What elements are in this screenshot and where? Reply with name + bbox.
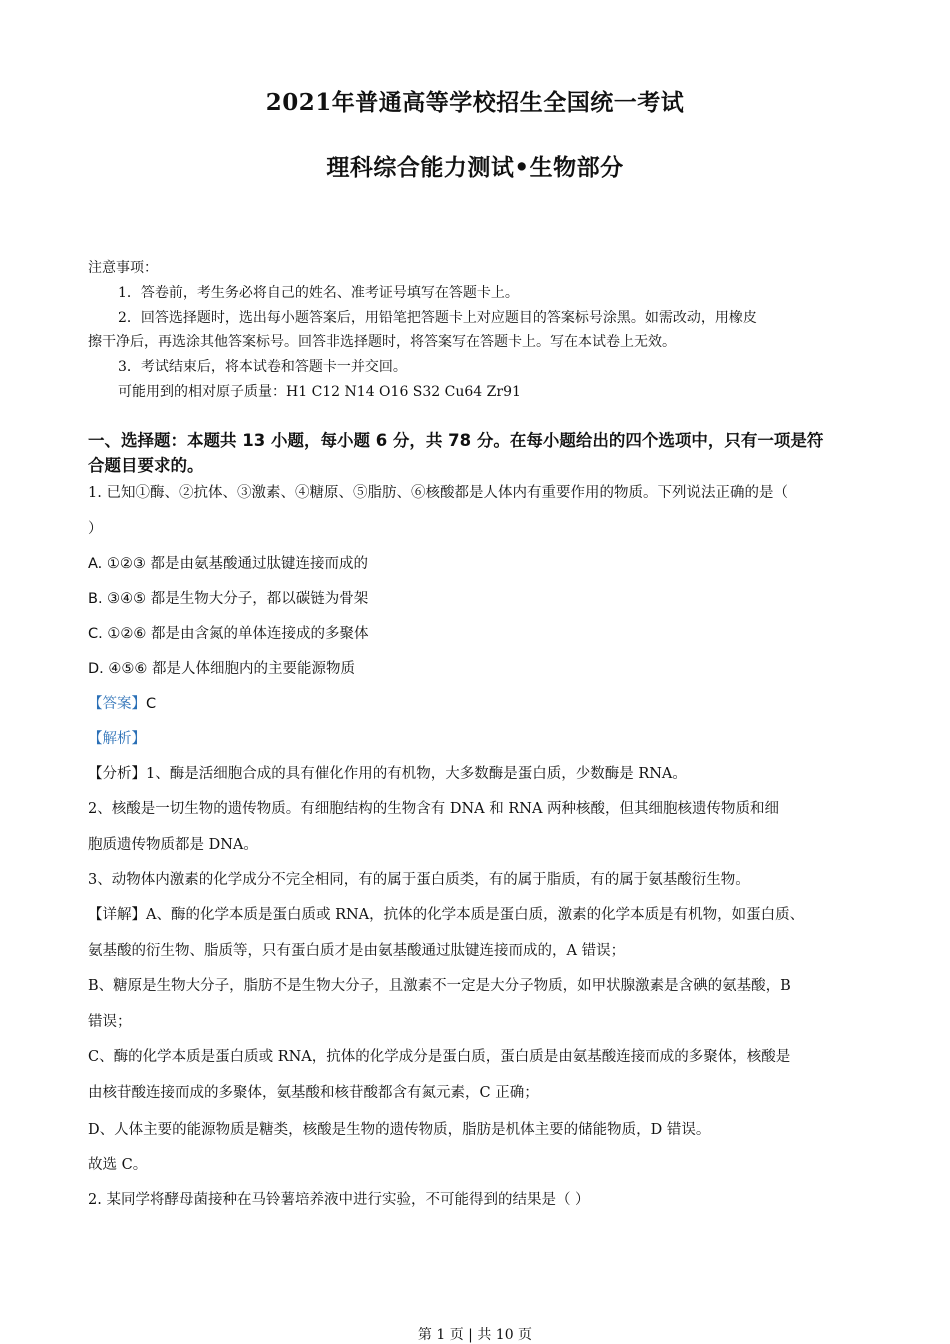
- analysis-line: 【分析】1、酶是活细胞合成的具有催化作用的有机物，大多数酶是蛋白质，少数酶是 RNA。: [88, 766, 687, 782]
- section-heading: [88, 428, 868, 478]
- option-b: [88, 587, 864, 608]
- option-text: ①②⑥ 都是由含氮的单体连接成的多聚体: [102, 626, 369, 642]
- section-heading-line: 一、选择题：本题共 13 小题，每小题 6 分，共 78 分。在每小题给出的四个选项中，只有一项是符: [88, 431, 824, 450]
- option-text: ①②③ 都是由氨基酸通过肽键连接而成的: [102, 556, 368, 572]
- analysis-line: 由核苷酸连接而成的多聚体，氨基酸和核苷酸都含有氮元素，C 正确；: [88, 1085, 539, 1101]
- option-letter: D.: [88, 661, 104, 677]
- atomic-mass-note: 可能用到的相对原子质量：H1 C12 N14 O16 S32 Cu64 Zr91: [118, 384, 521, 400]
- analysis-line: 2、核酸是一切生物的遗传物质。有细胞结构的生物含有 DNA 和 RNA 两种核酸，但其细胞核遗传物质和细: [88, 801, 780, 817]
- analysis-line: B、糖原是生物大分子，脂肪不是生物大分子，且激素不一定是大分子物质，如甲状腺激素是含碘的氨基酸，B: [88, 978, 791, 994]
- answer-value: C: [146, 696, 157, 712]
- option-d: [88, 657, 864, 678]
- section-heading-line: 合题目要求的。: [88, 456, 204, 475]
- analysis-line: C、酶的化学本质是蛋白质或 RNA，抗体的化学成分是蛋白质，蛋白质是由氨基酸连接而成的多聚体，核酸是: [88, 1049, 791, 1065]
- analysis-line: 氨基酸的衍生物、脂质等，只有蛋白质才是由氨基酸通过肽键连接而成的，A 错误；: [88, 943, 626, 959]
- exam-subtitle: 理科综合能力测试•生物部分: [326, 154, 624, 181]
- analysis-line: 错误；: [88, 1014, 132, 1030]
- analysis-line: 胞质遗传物质都是 DNA。: [88, 837, 258, 853]
- analysis-line: 故选 C。: [88, 1157, 148, 1173]
- option-letter: A.: [88, 556, 103, 572]
- option-a: [88, 552, 864, 573]
- notice-heading: 注意事项：: [88, 260, 158, 276]
- question-2-stem: 2. 某同学将酵母菌接种在马铃薯培养液中进行实验，不可能得到的结果是（ ）: [88, 1192, 590, 1208]
- option-letter: B.: [88, 591, 103, 607]
- option-text: ④⑤⑥ 都是人体细胞内的主要能源物质: [103, 661, 355, 677]
- analysis-line: D、人体主要的能源物质是糖类，核酸是生物的遗传物质，脂肪是机体主要的储能物质，D 错误。: [88, 1122, 711, 1138]
- notice-item: 2．回答选择题时，选出每小题答案后，用铅笔把答题卡上对应题目的答案标号涂黑。如需改动，用橡皮: [118, 310, 757, 326]
- question-stem: ）: [88, 521, 103, 537]
- exam-title: 2021年普通高等学校招生全国统一考试: [265, 89, 685, 116]
- notice-item: 擦干净后，再选涂其他答案标号。回答非选择题时，将答案写在答题卡上。写在本试卷上无效。: [88, 334, 676, 350]
- question-stem: 1. 已知①酶、②抗体、③激素、④糖原、⑤脂肪、⑥核酸都是人体内有重要作用的物质。下列说法正确的是（: [88, 485, 788, 501]
- analysis-tag: 【解析】: [88, 731, 146, 747]
- option-letter: C.: [88, 626, 103, 642]
- analysis-line: 【详解】A、酶的化学本质是蛋白质或 RNA，抗体的化学本质是蛋白质，激素的化学本质是有机物，如蛋白质、: [88, 907, 805, 923]
- page-footer: 第 1 页 | 共 10 页: [417, 1327, 533, 1343]
- option-c: [88, 622, 864, 643]
- analysis-line: 3、动物体内激素的化学成分不完全相同，有的属于蛋白质类，有的属于脂质，有的属于氨基酸衍生物。: [88, 872, 750, 888]
- answer-tag: 【答案】: [88, 696, 146, 712]
- answer-line: [88, 692, 864, 713]
- option-text: ③④⑤ 都是生物大分子，都以碳链为骨架: [102, 591, 369, 607]
- notice-item: 3．考试结束后，将本试卷和答题卡一并交回。: [118, 359, 407, 375]
- notice-item: 1．答卷前，考生务必将自己的姓名、准考证号填写在答题卡上。: [118, 285, 519, 301]
